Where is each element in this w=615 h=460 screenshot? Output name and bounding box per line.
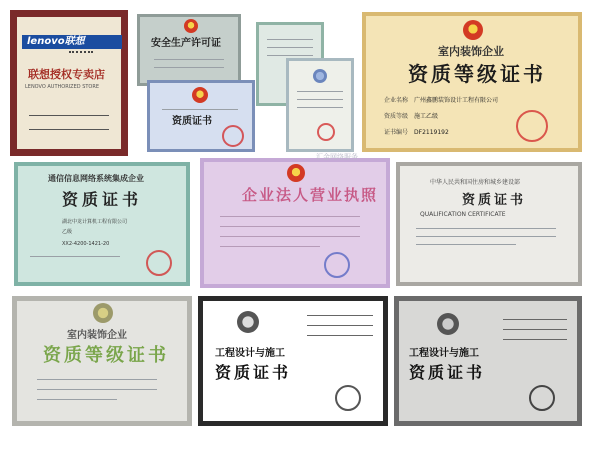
blue-seal: [324, 252, 350, 278]
telecom-company: 湖北中龙计算机工程有限公司: [62, 219, 128, 225]
safety-permit: [137, 14, 241, 86]
company-name: 广州鑫鹏装饰设计工程有限公司: [414, 97, 499, 104]
safety-title: 安全生产许可证: [151, 38, 221, 49]
quals-cert-blue: [147, 80, 255, 152]
red-seal: [516, 110, 548, 142]
qual-title-cn: 资质证书: [462, 193, 527, 208]
seal: [335, 385, 361, 411]
eng2-line1: 工程设计与施工: [409, 348, 479, 359]
lenovo-brand: lenovo联想: [27, 36, 85, 47]
olympic-rings-icon: [69, 51, 93, 61]
seal: [529, 385, 555, 411]
telecom-title: 资质证书: [62, 190, 143, 209]
lenovo-plaque: [10, 10, 128, 156]
eng-cert-white: [198, 296, 388, 426]
red-seal: [317, 123, 335, 141]
national-emblem-icon: [237, 311, 259, 333]
national-emblem-icon: [192, 87, 208, 103]
eng1-line1: 工程设计与施工: [215, 348, 285, 359]
national-emblem-icon: [437, 313, 459, 335]
national-emblem-icon: [287, 164, 305, 182]
eng-cert-gray: [394, 296, 582, 426]
telecom-grade: 乙级: [62, 229, 73, 235]
deco-title: 资质等级证书: [408, 62, 546, 86]
eng2-line2: 资质证书: [409, 363, 486, 382]
watermark: 汇金网络服务: [316, 153, 358, 161]
national-emblem-icon: [93, 303, 113, 323]
national-emblem-icon: [463, 20, 483, 40]
qual-cert-en: [396, 162, 582, 286]
cert-number: DF2119192: [414, 129, 449, 136]
emblem-icon: [313, 69, 327, 83]
red-seal: [146, 250, 172, 276]
telecom-cert: [14, 162, 190, 286]
qual-title-en: QUALIFICATION CERTIFICATE: [420, 211, 506, 218]
cert-label: 证书编号: [384, 129, 409, 136]
telecom-cert-no: XX2-4200-1421-20: [62, 241, 110, 247]
company-label: 企业名称: [384, 97, 409, 104]
red-seal: [222, 125, 244, 147]
deco-cert-gray: [12, 296, 192, 426]
deco-cert-main: [362, 12, 582, 152]
grade-label: 资质等级: [384, 113, 409, 120]
deco-header: 室内装饰企业: [438, 45, 504, 58]
legal-title: 企业法人营业执照: [242, 186, 379, 204]
green-cert-front: [286, 58, 354, 152]
lenovo-title: 联想授权专卖店: [28, 68, 105, 81]
ministry-header: 中华人民共和国住房和城乡建设部: [430, 179, 521, 186]
lenovo-subtitle: LENOVO AUTHORIZED STORE: [25, 84, 99, 90]
deco2-title: 资质等级证书: [43, 345, 169, 366]
quals-title: 资质证书: [172, 116, 212, 127]
legal-license: [200, 153, 390, 288]
telecom-header: 通信信息网络系统集成企业: [48, 173, 144, 183]
grade-value: 施工乙级: [414, 113, 439, 120]
deco2-header: 室内装饰企业: [67, 330, 127, 341]
eng1-line2: 资质证书: [215, 363, 292, 382]
national-emblem-icon: [184, 19, 198, 33]
